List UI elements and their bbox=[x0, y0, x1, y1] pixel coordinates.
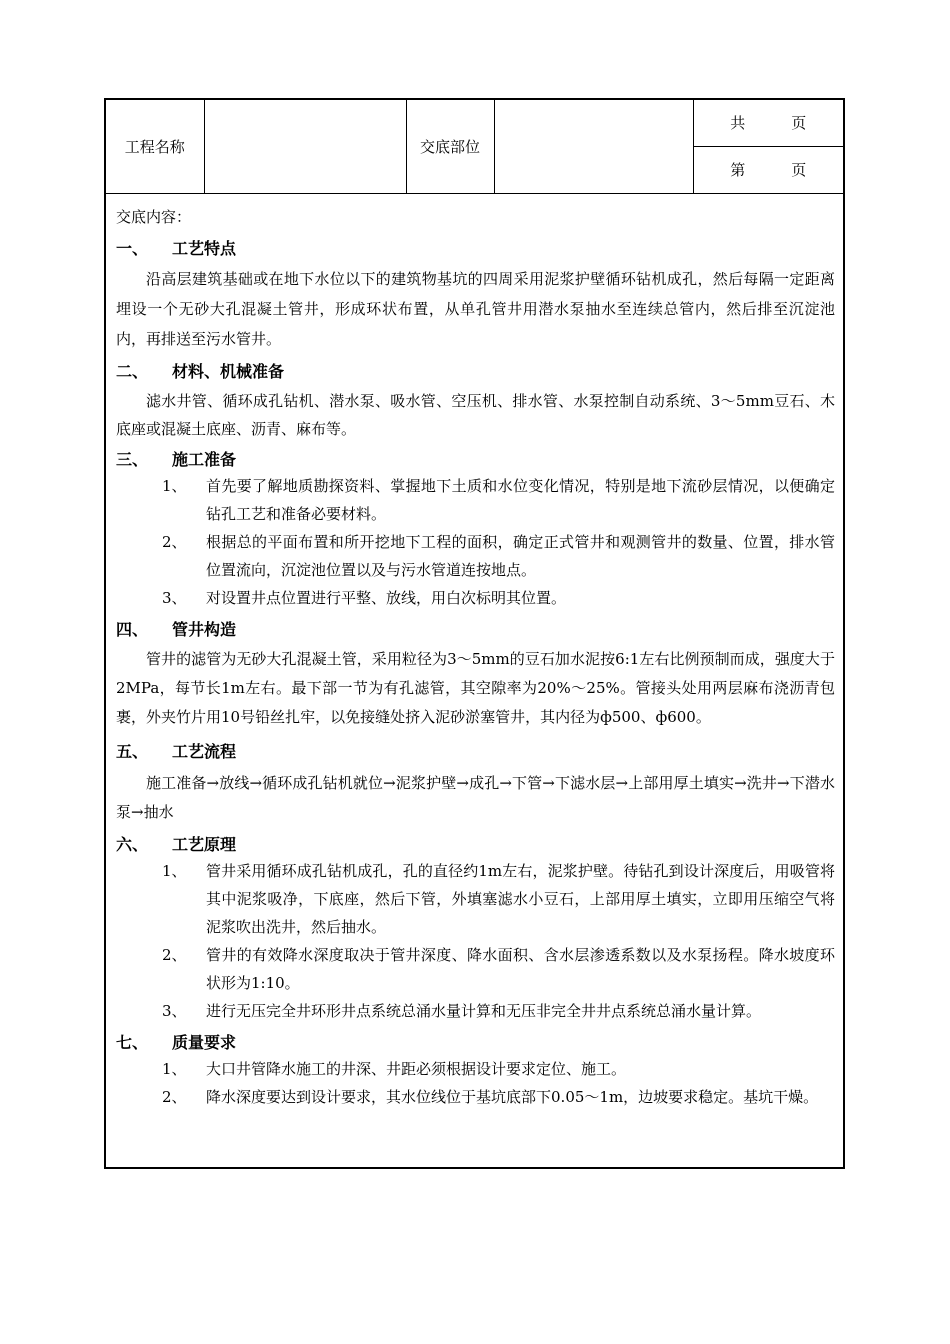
project-name-value[interactable] bbox=[204, 100, 406, 193]
section-paragraph: 施工准备→放线→循环成孔钻机就位→泥浆护壁→成孔→下管→下滤水层→上部用厚土填实→洗井→下潜水泵→抽水 bbox=[116, 774, 835, 821]
section-heading: 二、 材料、机械准备 bbox=[116, 362, 285, 381]
total-pages-cell bbox=[693, 100, 843, 146]
list-item: 1、 大口井管降水施工的井深、井距必须根据设计要求定位、施工。 bbox=[162, 1060, 627, 1078]
disclosure-content bbox=[106, 193, 843, 1167]
total-prefix: 共 bbox=[730, 114, 746, 133]
page-prefix: 第 bbox=[730, 161, 746, 179]
list-item: 2、 降水深度要达到设计要求，其水位线位于基坑底部下0.05～1m，边坡要求稳定。基坑干燥。 bbox=[162, 1088, 819, 1106]
content-label: 交底内容： bbox=[116, 208, 192, 226]
section-heading: 五、 工艺流程 bbox=[116, 742, 237, 761]
list-item: 3、 对设置井点位置进行平整、放线，用白次标明其位置。 bbox=[162, 589, 567, 607]
section-paragraph: 滤水井管、循环成孔钻机、潜水泵、吸水管、空压机、排水管、水泵控制自动系统、3～5mm豆石、木底座或混凝土底座、沥青、麻布等。 bbox=[116, 392, 835, 438]
section-heading: 三、 施工准备 bbox=[116, 450, 237, 469]
disclosure-part-label: 交底部位 bbox=[406, 100, 494, 193]
section-heading: 四、 管井构造 bbox=[116, 620, 237, 639]
page-no-cell bbox=[693, 146, 843, 193]
section-paragraph: 管井的滤管为无砂大孔混凝土管，采用粒径为3～5mm的豆石加水泥按6:1左右比例预制而成，强度大于2MPa，每节长1m左右。最下部一节为有孔滤管，其空隙率为20%～25%。管接头处用两层麻布浇沥青包裹，外夹竹片用10号铅丝扎牢，以免接缝处挤入泥砂淤塞管井，其内径为ф500、ф600。 bbox=[116, 650, 835, 726]
section-heading: 七、 质量要求 bbox=[116, 1033, 237, 1052]
list-item: 1、 首先要了解地质勘探资料、掌握地下土质和水位变化情况，特别是地下流砂层情况，以便确定钻孔工艺和准备必要材料。 bbox=[162, 477, 835, 523]
disclosure-form bbox=[104, 98, 845, 1169]
header-table bbox=[106, 100, 843, 194]
page-suffix: 页 bbox=[791, 161, 807, 179]
list-item: 2、 管井的有效降水深度取决于管井深度、降水面积、含水层渗透系数以及水泵扬程。降水坡度环状形为1:10。 bbox=[162, 946, 835, 992]
section-paragraph: 沿高层建筑基础或在地下水位以下的建筑物基坑的四周采用泥浆护壁循环钻机成孔，然后每隔一定距离埋设一个无砂大孔混凝土管井，形成环状布置，从单孔管井用潜水泵抽水至连续总管内，然后排至沉淀池内，再排送至污水管井。 bbox=[116, 270, 835, 348]
disclosure-part-value[interactable] bbox=[494, 100, 693, 193]
list-item: 1、 管井采用循环成孔钻机成孔，孔的直径约1m左右，泥浆护壁。待钻孔到设计深度后，用吸管将其中泥浆吸净，下底座，然后下管，外填塞滤水小豆石，上部用厚土填实，立即用压缩空气将泥浆吹出洗井，然后抽水。 bbox=[162, 862, 835, 936]
section-heading: 六、 工艺原理 bbox=[116, 835, 237, 854]
list-item: 3、 进行无压完全井环形井点系统总涌水量计算和无压非完全井井点系统总涌水量计算。 bbox=[162, 1002, 762, 1020]
list-item: 2、 根据总的平面布置和所开挖地下工程的面积，确定正式管井和观测管井的数量、位置，排水管位置流向，沉淀池位置以及与污水管道连按地点。 bbox=[162, 533, 835, 579]
project-name-label: 工程名称 bbox=[106, 100, 204, 193]
section-heading: 一、 工艺特点 bbox=[116, 239, 237, 258]
total-suffix: 页 bbox=[791, 114, 807, 133]
